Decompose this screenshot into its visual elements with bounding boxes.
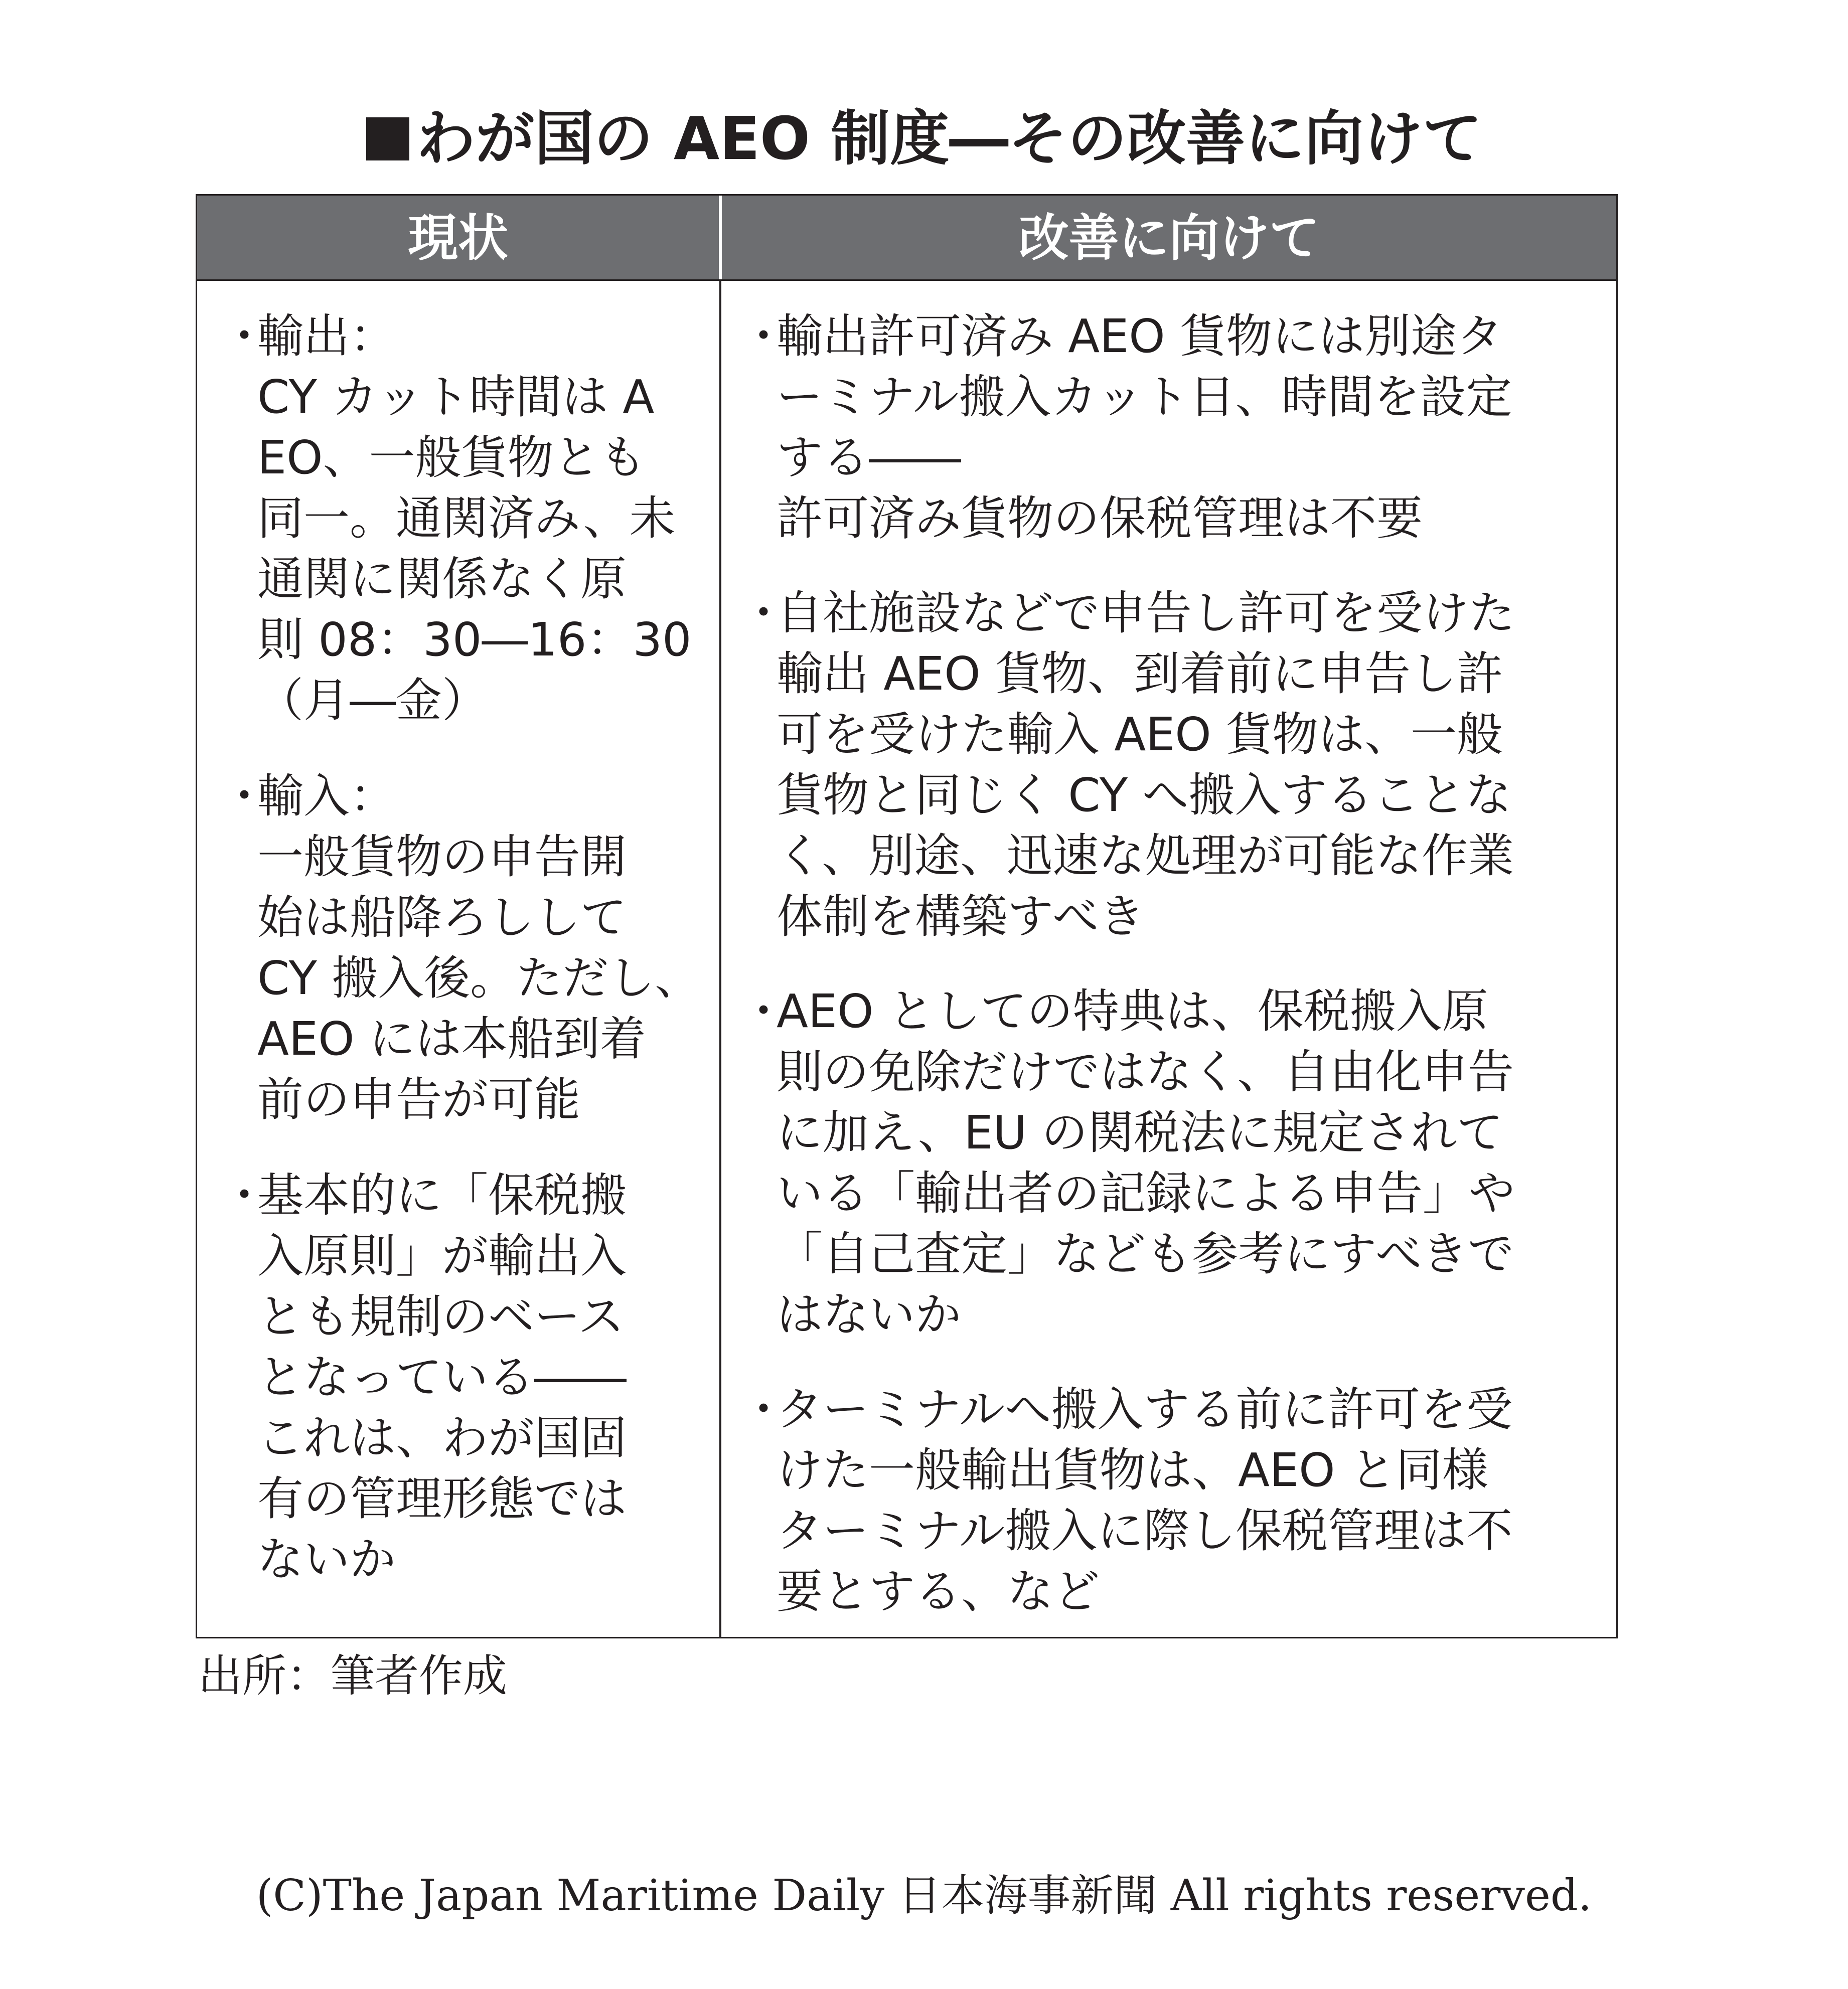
comparison-table: [196, 194, 1618, 1638]
bullet-line: 則の免除だけではなく、自由化申告: [777, 1045, 1514, 1099]
bullet-line: 一般貨物の申告開: [257, 830, 627, 884]
bullet-line: ターミナルへ搬入する前に許可を受: [777, 1383, 1513, 1436]
bullet-line: いる「輸出者の記録による申告」や: [777, 1167, 1515, 1220]
bullet-line: に加え、EU の関税法に規定されて: [777, 1106, 1503, 1159]
bullet-line: ーミナル搬入カット日、時間を設定: [777, 370, 1512, 424]
bullet-line: 体制を構築すべき: [777, 890, 1145, 943]
bullet-item: [736, 981, 1609, 1345]
bullet-line: 通関に関係なく原: [257, 552, 627, 606]
bullet-item: [217, 766, 709, 1130]
bullet-line: 許可済み貨物の保税管理は不要: [777, 491, 1423, 545]
bullet-dot: ・: [740, 309, 787, 363]
bullet-line: ないか: [257, 1533, 396, 1586]
bullet-line: く、別途、迅速な処理が可能な作業: [777, 829, 1514, 883]
bullet-line: 貨物と同じく CY へ搬入することな: [777, 768, 1512, 822]
bullet-line: ターミナル搬入に際し保税管理は不: [777, 1504, 1513, 1558]
bullet-line: 則 08：30―16：30: [257, 613, 692, 667]
bullet-line: （月―金）: [257, 674, 489, 727]
bullet-line: AEO としての特典は、保税搬入原: [777, 984, 1488, 1038]
bullet-line: EO、一般貨物とも: [257, 431, 646, 484]
bullet-line: 輸出許可済み AEO 貨物には別途タ: [777, 309, 1503, 363]
bullet-line: 基本的に「保税搬: [257, 1169, 627, 1222]
bullet-line: 「自己査定」なども参考にすべきで: [777, 1227, 1514, 1281]
improvements-column: [736, 306, 1609, 1622]
copyright-notice: (C)The Japan Maritime Daily 日本海事新聞 All rights reserved.: [256, 1871, 1592, 1921]
bullet-line: 輸出 AEO 貨物、到着前に申告し許: [777, 647, 1503, 701]
bullet-line: AEO には本船到着: [257, 1012, 646, 1066]
bullet-item: [217, 1165, 709, 1590]
bullet-line: 輸出：: [257, 309, 396, 363]
bullet-item: [217, 306, 709, 731]
bullet-line: となっている――: [257, 1351, 627, 1404]
bullet-line: する――: [777, 431, 962, 484]
table-header: [197, 196, 1616, 281]
bullet-item: [736, 583, 1609, 947]
header-current-state: 現状: [408, 209, 508, 267]
bullet-line: 輸入：: [257, 769, 396, 823]
bullet-line: これは、わが国固: [257, 1411, 627, 1465]
bullet-line: 要とする、など: [777, 1565, 1100, 1618]
column-divider: [719, 281, 721, 1637]
bullet-dot: ・: [740, 1383, 787, 1436]
bullet-line: 入原則」が輸出入: [257, 1229, 627, 1283]
bullet-line: 自社施設などで申告し許可を受けた: [777, 586, 1515, 640]
black-square-icon: [366, 117, 409, 160]
page-title: [0, 98, 1848, 179]
bullet-dot: ・: [221, 769, 268, 823]
bullet-dot: ・: [221, 309, 268, 363]
bullet-line: はないか: [777, 1288, 962, 1342]
header-divider: [719, 196, 722, 279]
header-improvements: 改善に向けて: [1018, 209, 1320, 267]
bullet-dot: ・: [740, 984, 787, 1038]
bullet-item: [736, 306, 1609, 549]
bullet-line: CY 搬入後。ただし、: [257, 951, 701, 1005]
bullet-line: CY カット時間は A: [257, 370, 655, 424]
bullet-line: 始は船降ろしして: [257, 891, 627, 944]
bullet-dot: ・: [740, 586, 787, 640]
bullet-line: 可を受けた輸入 AEO 貨物は、一般: [777, 708, 1503, 761]
bullet-line: 前の申告が可能: [257, 1073, 581, 1126]
current-state-column: [217, 306, 709, 1590]
bullet-line: けた一般輸出貨物は、AEO と同様: [777, 1443, 1488, 1497]
bullet-line: 同一。通関済み、未: [257, 491, 676, 545]
source-note: 出所：筆者作成: [198, 1650, 508, 1702]
bullet-line: とも規制のベース: [257, 1290, 625, 1344]
bullet-item: [736, 1379, 1609, 1622]
bullet-dot: ・: [221, 1169, 268, 1222]
bullet-line: 有の管理形態では: [257, 1472, 627, 1526]
title-text: わが国の AEO 制度―その改善に向けて: [416, 104, 1482, 173]
